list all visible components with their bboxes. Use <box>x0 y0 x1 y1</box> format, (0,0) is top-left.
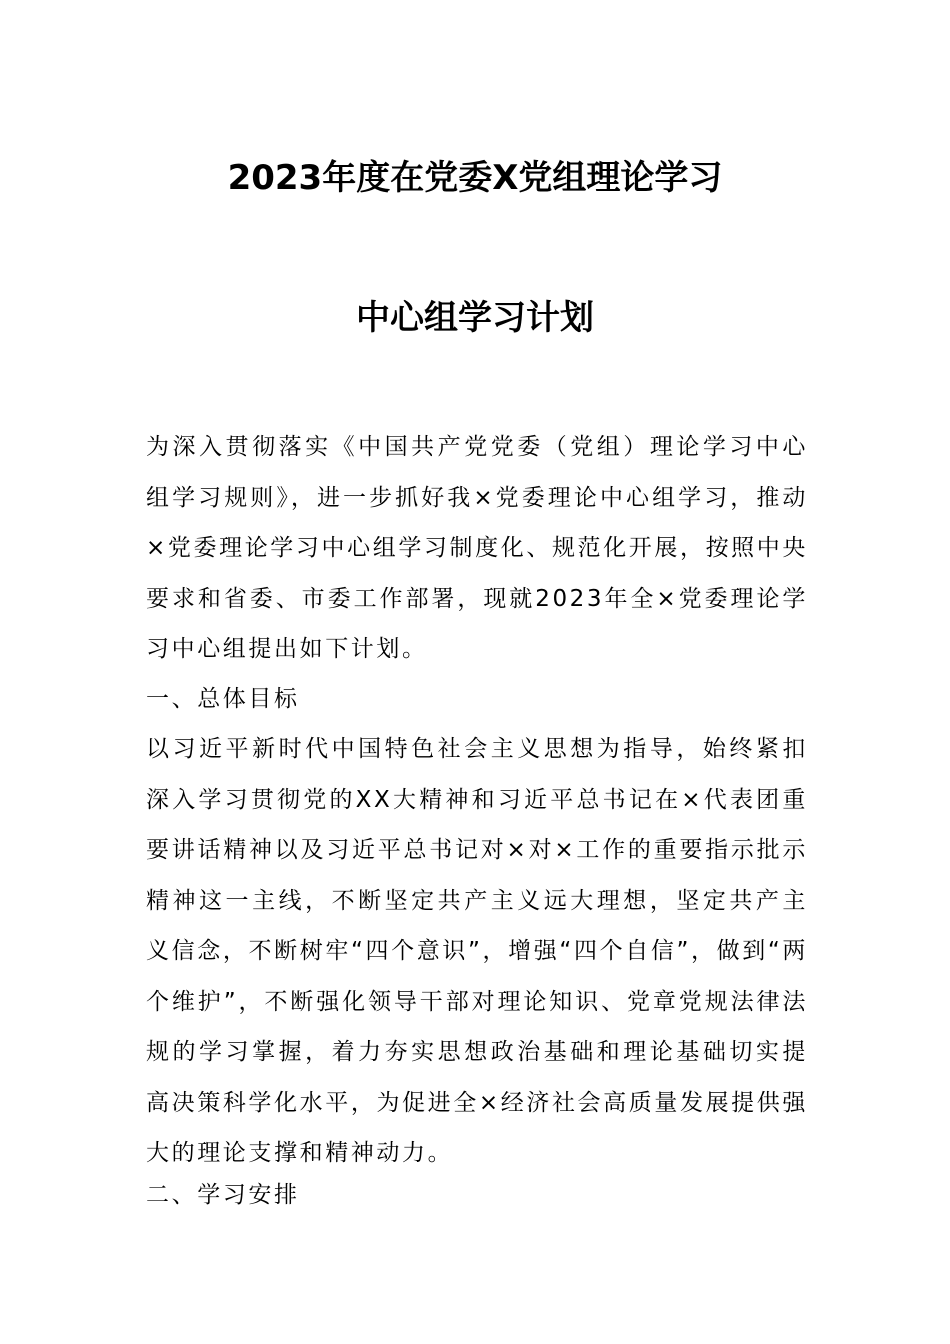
document-title-line-1: 2023年度在党委X党组理论学习 <box>227 158 723 198</box>
overall-goal-paragraph: 以习近平新时代中国特色社会主义思想为指导，始终紧扣深入学习贯彻党的XX大精神和习近平总书记在×代表团重要讲话精神以及习近平总书记对×对×工作的重要指示批示精神这一主线，不断坚定共产主义远大理想，坚定共产主义信念，不断树牢“四个意识”，增强“四个自信”，做到“两个维护”，不断强化领导干部对理论知识、党章党规法律法规的学习掌握，着力夯实思想政治基础和理论基础切实提高决策科学化水平，为促进全×经济社会高质量发展提供强大的理论支撑和精神动力。 <box>146 736 808 1166</box>
intro-paragraph: 为深入贯彻落实《中国共产党党委（党组）理论学习中心组学习规则》，进一步抓好我×党委理论中心组学习，推动×党委理论学习中心组学习制度化、规范化开展，按照中央要求和省委、市委工作部署，现就2023年全×党委理论学习中心组提出如下计划。 <box>146 434 808 662</box>
section-heading-study-arrangement: 二、学习安排 <box>146 1182 300 1208</box>
section-heading-overall-goal: 一、总体目标 <box>146 686 300 712</box>
document-title-line-2: 中心组学习计划 <box>356 298 594 338</box>
